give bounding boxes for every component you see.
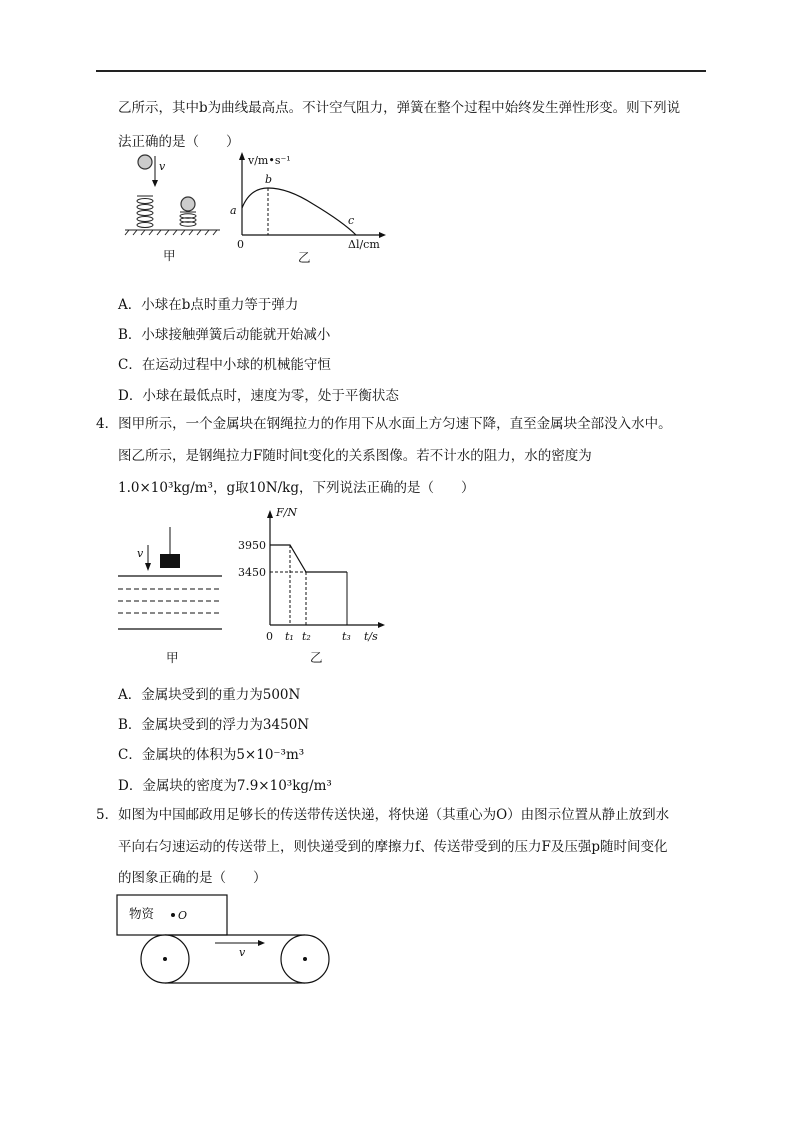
q4-jia-v-label: v	[137, 547, 144, 560]
q3-yi-origin: 0	[237, 238, 244, 251]
q3-figure-jia	[125, 150, 235, 265]
q4-stem-line-1: 4．图甲所示，一个金属块在钢绳拉力的作用下从水面上方匀速下降，直至金属块全部没入水中。	[96, 416, 672, 432]
header-rule	[96, 70, 706, 72]
q3-option-a: A．小球在b点时重力等于弹力	[118, 297, 299, 313]
q4-figure-yi	[232, 500, 402, 670]
q4-stem-line-3: 1.0×10³kg/m³，g取10N/kg，下列说法正确的是（ ）	[118, 480, 475, 496]
q3-yi-y-label: v/m•s⁻¹	[248, 154, 291, 167]
q3-option-d: D．小球在最低点时，速度为零，处于平衡状态	[118, 388, 399, 404]
metal-block	[160, 554, 180, 568]
q3-option-c: C．在运动过程中小球的机械能守恒	[118, 357, 331, 373]
q4-yi-tick-3450: 3450	[238, 566, 266, 579]
q3-yi-x-label: Δl/cm	[348, 238, 380, 251]
q3-stem-line-1: 乙所示，其中b为曲线最高点。不计空气阻力，弹簧在整个过程中始终发生弹性形变。则下列说	[118, 100, 681, 116]
center-of-mass-label: O	[178, 909, 188, 922]
spring-compressed	[180, 212, 196, 226]
q5-figure-conveyor	[115, 893, 335, 988]
velocity-curve	[242, 188, 356, 235]
q5-stem-line-1: 5．如图为中国邮政用足够长的传送带传送快递，将快递（其重心为O）由图示位置从静止放到水	[96, 807, 670, 823]
q5-stem-line-2: 平向右匀速运动的传送带上，则快递受到的摩擦力f、传送带受到的压力F及压强p随时间变化	[118, 839, 668, 855]
spring-uncompressed	[137, 196, 153, 228]
q4-yi-tick-t3: t₃	[342, 630, 351, 643]
q3-yi-point-c: c	[348, 214, 355, 227]
q4-yi-tick-t2: t₂	[302, 630, 311, 643]
center-of-mass-dot	[171, 913, 175, 917]
q4-yi-x-label: t/s	[364, 630, 378, 643]
ball-on-spring	[181, 197, 195, 211]
q4-yi-tick-3950: 3950	[238, 539, 266, 552]
q3-yi-point-a: a	[230, 204, 237, 217]
q3-yi-caption: 乙	[298, 250, 311, 265]
q4-jia-caption: 甲	[166, 650, 179, 665]
q4-figure-jia	[112, 525, 232, 665]
q3-figure-yi	[228, 150, 398, 265]
q4-yi-origin: 0	[266, 630, 273, 643]
q4-yi-caption: 乙	[310, 650, 323, 665]
q3-stem-line-2: 法正确的是（ ）	[118, 134, 240, 150]
ground	[125, 230, 220, 235]
falling-ball	[138, 155, 152, 169]
q4-option-d: D．金属块的密度为7.9×10³kg/m³	[118, 778, 332, 794]
force-curve	[270, 545, 347, 572]
q5-stem-line-3: 的图象正确的是（ ）	[118, 870, 267, 886]
package-label: 物资	[129, 906, 155, 921]
q3-jia-v-label: v	[159, 160, 166, 173]
q3-jia-caption: 甲	[163, 248, 176, 263]
q4-option-a: A．金属块受到的重力为500N	[118, 687, 301, 703]
q3-option-b: B．小球接触弹簧后动能就开始减小	[118, 327, 331, 343]
q4-option-c: C．金属块的体积为5×10⁻³m³	[118, 747, 305, 763]
q4-option-b: B．金属块受到的浮力为3450N	[118, 717, 310, 733]
belt-velocity-label: v	[239, 946, 246, 959]
q3-yi-point-b: b	[265, 173, 273, 186]
q4-stem-line-2: 图乙所示，是钢绳拉力F随时间t变化的关系图像。若不计水的阻力，水的密度为	[118, 448, 592, 464]
q4-yi-tick-t1: t₁	[285, 630, 294, 643]
q4-yi-y-label: F/N	[276, 506, 297, 519]
